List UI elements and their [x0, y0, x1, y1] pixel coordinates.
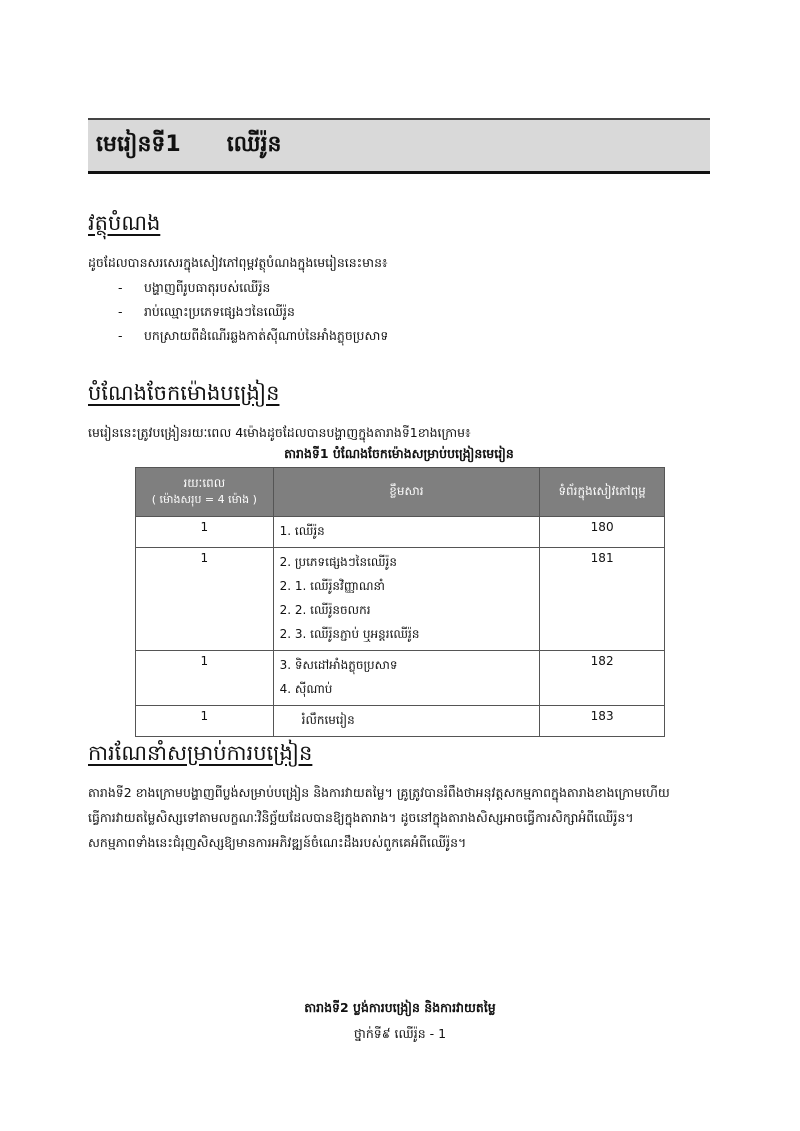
row-hours: 1 — [136, 548, 274, 651]
row-hours: 1 — [136, 651, 274, 706]
row-hours: 1 — [136, 517, 274, 548]
table1-caption: តារាងទី1 បំណែងចែកម៉ោងសម្រាប់បង្រៀនមេរៀន — [284, 446, 514, 461]
objective-item: - រាប់ឈ្មោះប្រភេទផ្សេងៗនៃឈើរ៉ូន — [118, 304, 295, 319]
table-row — [136, 651, 665, 706]
guidance-heading: ការណែនាំសម្រាប់ការបង្រៀន — [88, 741, 313, 765]
row-hours: 1 — [136, 706, 274, 737]
table-row — [136, 548, 665, 651]
schedule-intro: មេរៀននេះត្រូវបង្រៀនរយៈពេល 4ម៉ោងដូចដែលបានបង្ហាញក្នុងតារាងទី1ខាងក្រោម៖ — [88, 425, 471, 440]
table2-title: តារាងទី2 ប្លង់ការបង្រៀន និងការវាយតម្លៃ — [304, 1000, 496, 1015]
lesson-title: ឈើរ៉ូន — [226, 131, 282, 157]
lesson-hours-table — [135, 467, 665, 737]
page-footer: ថ្នាក់ទី៩ ឈើរ៉ូន - 1 — [353, 1026, 447, 1041]
schedule-heading: បំណែងចែកម៉ោងបង្រៀន — [88, 381, 280, 405]
objectives-heading: វត្ថុបំណង — [88, 211, 161, 235]
row-content: 2. ប្រភេទផ្សេងៗនៃឈើរ៉ូន 2. 1. ឈើរ៉ូនវិញ្ញាណនាំ 2. 2. ឈើរ៉ូនចលករ 2. 3. ឈើរ៉ូនភ្ជាប់ ឬអន្តរឈើរ៉ូន — [273, 548, 540, 651]
row-page: 183 — [540, 706, 665, 737]
table-row — [136, 706, 665, 737]
objective-item: - បង្ហាញពីរូបធាតុរបស់ឈើរ៉ូន — [118, 280, 271, 295]
row-content: រំលឹកមេរៀន — [273, 706, 540, 737]
row-page: 181 — [540, 548, 665, 651]
lesson-header-bar — [88, 118, 710, 174]
objective-item: - បកស្រាយពីដំណើរឆ្លងកាត់ស៊ីណាប់នៃអាំងភ្លុចប្រសាទ — [118, 328, 389, 343]
header-duration: រយៈពេល ( ម៉ោងសរុប = 4 ម៉ោង ) — [136, 468, 274, 517]
header-content: ខ្លឹមសារ — [273, 468, 540, 517]
header-page: ទំព័រក្នុងសៀវភៅពុម្ព — [540, 468, 665, 517]
table-row — [136, 517, 665, 548]
row-content: 1. ឈើរ៉ូន — [273, 517, 540, 548]
row-page: 182 — [540, 651, 665, 706]
guidance-paragraph: តារាងទី2 ខាងក្រោមបង្ហាញពីប្លង់សម្រាប់បង្រៀន និងការវាយតម្លៃ។ គ្រូត្រូវបានរំពឹងថាអនុវត្តសកម្មភាពក្នុងតារាងខាងក្រោមហើយ ធ្វើការវាយតម្លៃសិស្សទៅតាមលក្ខណៈវិនិច្ឆ័យដែលបានឱ្យក្នុងតារាង។ ដូចនៅក្នុងតារាងសិស្សអាចធ្វើការសិក្សាអំពីឈើរ៉ូន។ សកម្មភាពទាំងនេះជំរុញសិស្សឱ្យមានការអភិវឌ្ឍន៍ចំណេះដឹងរបស់ពួកគេអំពីឈើរ៉ូន។ — [88, 785, 670, 850]
row-content: 3. ទិសដៅអាំងភ្លុចប្រសាទ 4. ស៊ីណាប់ — [273, 651, 540, 706]
row-page: 180 — [540, 517, 665, 548]
objectives-intro: ដូចដែលបានសរសេរក្នុងសៀវភៅពុម្ពវត្ថុបំណងក្នុងមេរៀននេះមាន៖ — [88, 255, 388, 270]
lesson-number: មេរៀនទី1 — [96, 131, 181, 157]
